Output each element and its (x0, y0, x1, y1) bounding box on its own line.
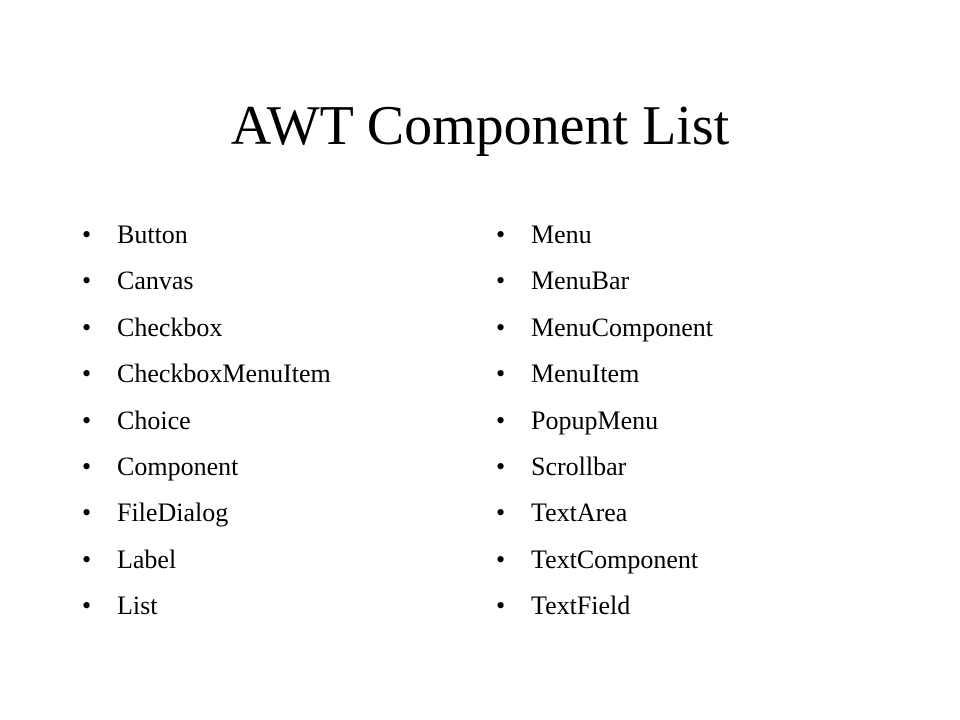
list-item-label: List (117, 591, 158, 621)
list-item-label: MenuBar (531, 266, 630, 296)
bullet-icon: • (496, 359, 506, 389)
list-item-label: TextArea (531, 498, 628, 528)
bullet-icon: • (82, 405, 92, 435)
list-item-label: Component (117, 451, 239, 481)
bullet-icon: • (82, 220, 92, 249)
bullet-icon: • (496, 220, 506, 249)
list-item-label: PopupMenu (531, 405, 659, 435)
bullet-icon: • (496, 405, 506, 435)
bullet-icon: • (82, 359, 92, 389)
bullet-icon: • (82, 498, 92, 528)
bullet-icon: • (82, 451, 92, 481)
bullet-icon: • (496, 312, 506, 342)
list-item-label: CheckboxMenuItem (117, 359, 331, 389)
bullet-icon: • (82, 591, 92, 621)
bullet-icon: • (496, 544, 506, 574)
bullet-icon: • (82, 544, 92, 574)
bullet-icon: • (496, 498, 506, 528)
list-item-label: MenuComponent (531, 312, 713, 342)
list-item-label: Checkbox (117, 312, 223, 342)
bullet-icon: • (496, 451, 506, 481)
list-item-label: Canvas (117, 266, 194, 296)
list-item-label: Button (117, 220, 188, 249)
list-item-label: TextComponent (531, 544, 699, 574)
bullet-icon: • (496, 266, 506, 296)
slide-title: AWT Component List (230, 95, 730, 157)
list-item-label: FileDialog (117, 498, 229, 528)
list-item-label: Label (117, 544, 177, 574)
list-item-label: TextField (531, 591, 631, 621)
bullet-icon: • (496, 591, 506, 621)
list-item-label: Choice (117, 405, 191, 435)
list-item-label: Menu (531, 220, 592, 249)
list-item-label: Scrollbar (531, 451, 627, 481)
bullet-icon: • (82, 266, 92, 296)
bullet-icon: • (82, 312, 92, 342)
list-item-label: MenuItem (531, 359, 640, 389)
